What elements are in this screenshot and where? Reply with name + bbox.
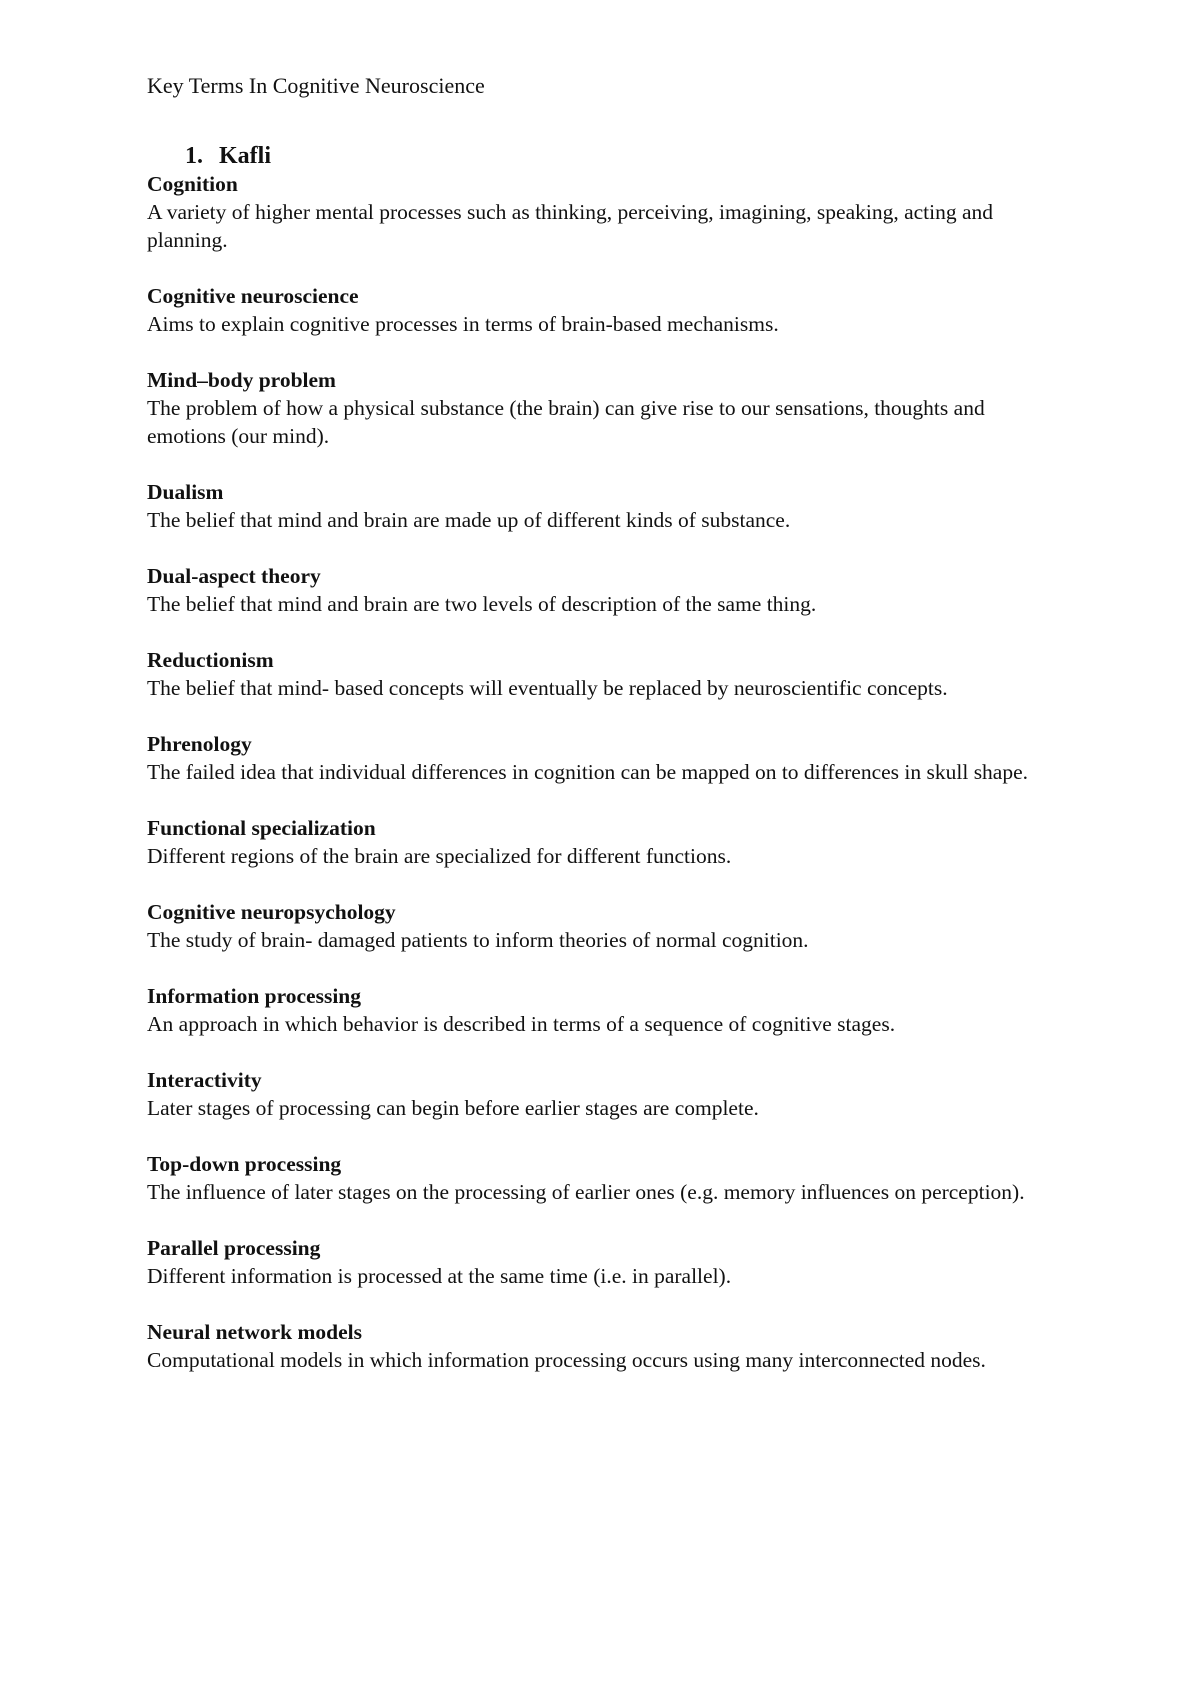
term-definition: An approach in which behavior is described in terms of a sequence of cognitive stages. (147, 1012, 896, 1036)
term-name: Cognitive neuropsychology (147, 900, 396, 924)
term-entry (147, 478, 1067, 534)
term-definition: Different information is processed at the same time (i.e. in parallel). (147, 1264, 732, 1288)
term-entry (147, 562, 1067, 618)
term-definition: Computational models in which information processing occurs using many interconnected nodes. (147, 1348, 986, 1372)
term-name: Cognition (147, 172, 238, 196)
term-definition: A variety of higher mental processes such as thinking, perceiving, imagining, speaking, acting and planning. (147, 200, 994, 252)
term-entry (147, 898, 1067, 954)
term-name: Information processing (147, 984, 362, 1008)
term-entry (147, 1150, 1067, 1206)
term-entry (147, 282, 1067, 338)
term-entry (147, 1318, 1067, 1374)
term-definition: The belief that mind and brain are two levels of description of the same thing. (147, 592, 817, 616)
term-name: Reductionism (147, 648, 274, 672)
term-definition: Later stages of processing can begin before earlier stages are complete. (147, 1096, 759, 1120)
document-content (147, 72, 1067, 1402)
term-entry (147, 1066, 1067, 1122)
term-name: Neural network models (147, 1320, 362, 1344)
page-title: Key Terms In Cognitive Neuroscience (147, 73, 485, 98)
term-entry (147, 982, 1067, 1038)
term-entry (147, 170, 1067, 254)
term-entry (147, 366, 1067, 450)
term-definition: Different regions of the brain are specialized for different functions. (147, 844, 732, 868)
term-name: Mind–body problem (147, 368, 336, 392)
term-name: Top-down processing (147, 1152, 342, 1176)
term-definition: The belief that mind and brain are made up of different kinds of substance. (147, 508, 791, 532)
term-definition: The study of brain- damaged patients to inform theories of normal cognition. (147, 928, 809, 952)
term-name: Parallel processing (147, 1236, 321, 1260)
term-name: Dual-aspect theory (147, 564, 321, 588)
term-definition: The influence of later stages on the processing of earlier ones (e.g. memory influences on perception). (147, 1180, 1025, 1204)
term-name: Dualism (147, 480, 224, 504)
term-definition: The problem of how a physical substance (the brain) can give rise to our sensations, thoughts and emotions (our mind). (147, 396, 985, 448)
term-entry (147, 814, 1067, 870)
term-name: Phrenology (147, 732, 252, 756)
term-definition: The failed idea that individual differences in cognition can be mapped on to differences in skull shape. (147, 760, 1029, 784)
term-definition: The belief that mind- based concepts will eventually be replaced by neuroscientific concepts. (147, 676, 948, 700)
section-number: 1. (185, 143, 203, 169)
term-name: Functional specialization (147, 816, 376, 840)
term-name: Interactivity (147, 1068, 262, 1092)
term-entry (147, 1234, 1067, 1290)
section-name: Kafli (219, 143, 271, 169)
term-entry (147, 730, 1067, 786)
term-list (147, 170, 1067, 1374)
term-entry (147, 646, 1067, 702)
term-definition: Aims to explain cognitive processes in terms of brain-based mechanisms. (147, 312, 779, 336)
term-name: Cognitive neuroscience (147, 284, 359, 308)
section-heading (147, 142, 1067, 170)
